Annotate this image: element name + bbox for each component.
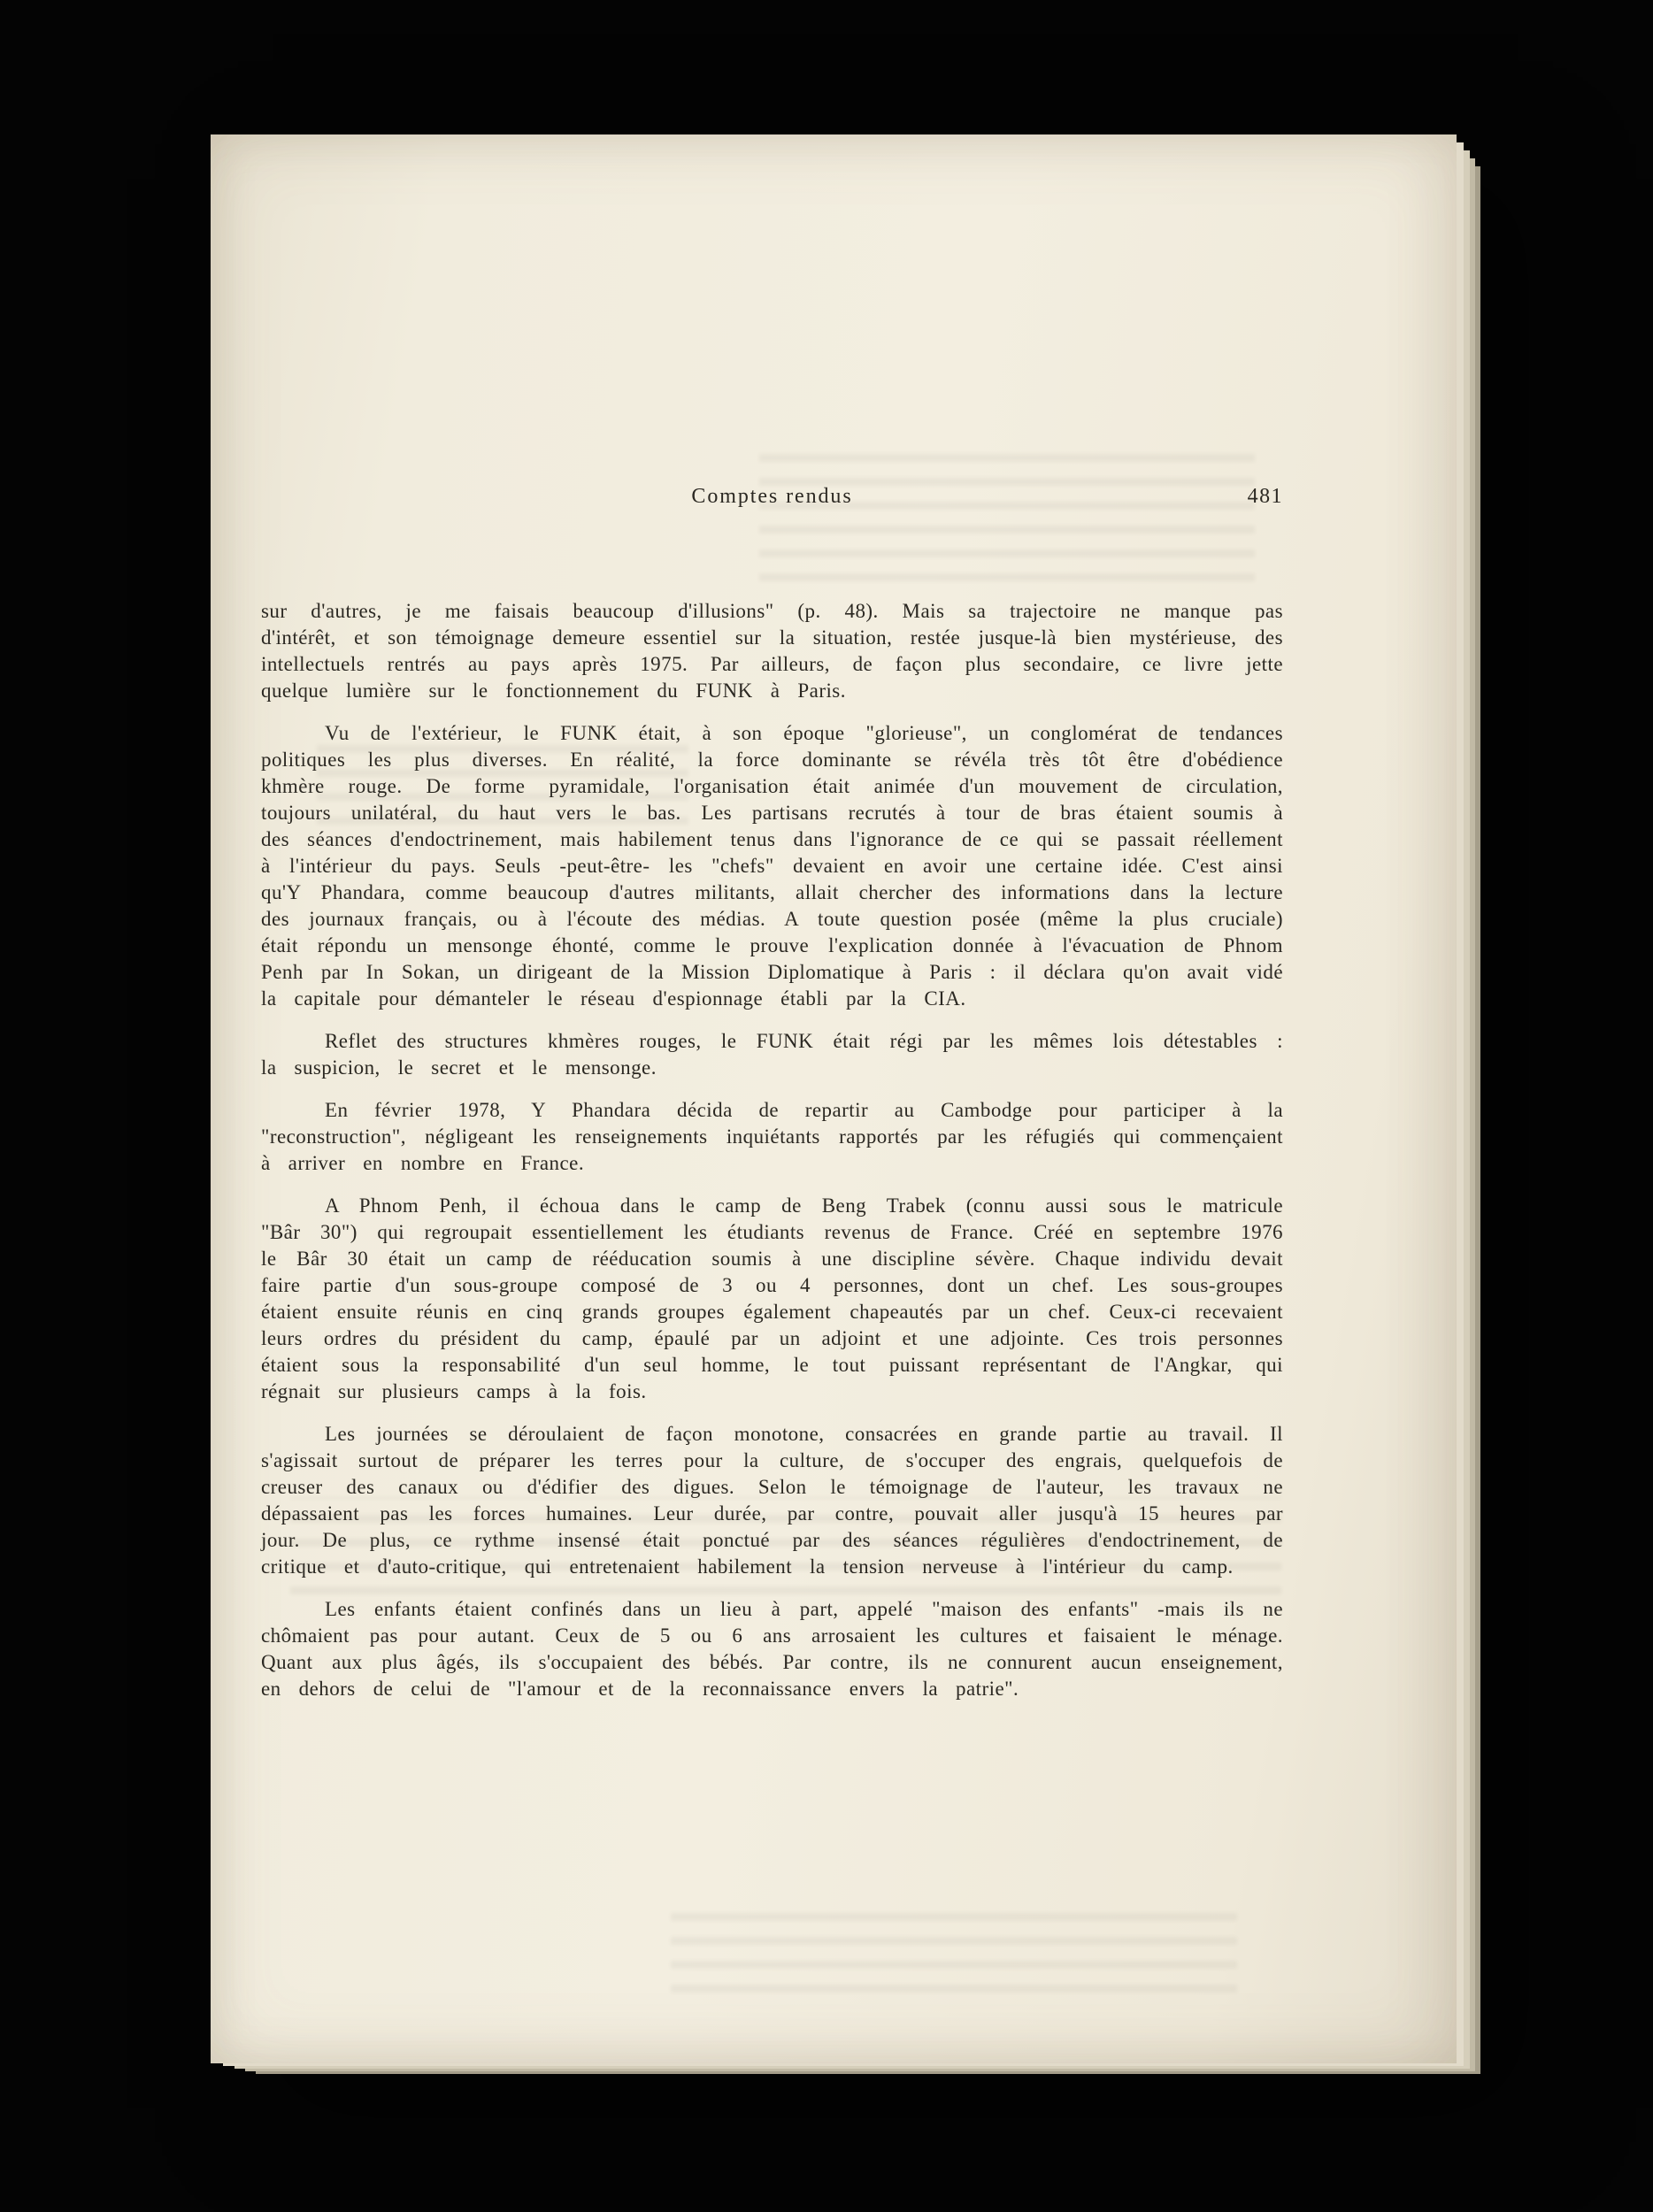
running-head-title: Comptes rendus [691,485,853,508]
book-page [211,134,1457,2063]
paragraph-fevrier-1978: En février 1978, Y Phandara décida de repartir au Cambodge pour participer à la "reconstruction", négligeant les renseignements inquiétants rapportés par les réfugiés qui commençaient à arriver en nombre en France. [261,1099,1283,1174]
show-through-texture [671,1913,1237,1993]
paragraph-enfants: Les enfants étaient confinés dans un lieu à part, appelé "maison des enfants" -mais ils ne chômaient pas pour autant. Ceux de 5 ou 6 ans arrosaient les cultures et faisaient le ménage. Quant aux plus âgés, ils s'occupaient des bébés. Par contre, ils ne connurent aucun enseignement, en dehors de celui de "l'amour et de la reconnaissance envers la patrie". [261,1598,1283,1700]
paragraph-journees: Les journées se déroulaient de façon monotone, consacrées en grande partie au travail. Il s'agissait surtout de préparer les terres pour la culture, de s'occuper des engrais, quelquefois de creuser des canaux ou d'édifier des digues. Selon le témoignage de l'auteur, les travaux ne dépassaient pas les forces humaines. Leur durée, par contre, pouvait aller jusqu'à 15 heures par jour. De plus, ce rythme insensé était ponctué par des séances régulières d'endoctrinement, de critique et d'auto-critique, qui entretenaient habilement la tension nerveuse à l'intérieur du camp. [261,1423,1283,1578]
paragraph-reflet-structures: Reflet des structures khmères rouges, le FUNK était régi par les mêmes lois détestables : la suspicion, le secret et le mensonge. [261,1030,1283,1079]
paragraph-continuation: sur d'autres, je me faisais beaucoup d'illusions" (p. 48). Mais sa trajectoire ne manque pas d'intérêt, et son témoignage demeure essentiel sur la situation, restée jusque-là bien mystérieuse, des intellectuels rentrés au pays après 1975. Par ailleurs, de façon plus secondaire, ce livre jette quelque lumière sur le fonctionnement du FUNK à Paris. [261,600,1283,702]
paragraph-funk-exterior: Vu de l'extérieur, le FUNK était, à son époque "glorieuse", un conglomérat de tendances politiques les plus diverses. En réalité, la force dominante se révéla très tôt être d'obédience khmère rouge. De forme pyramidale, l'organisation était animée d'un mouvement de circulation, toujours unilatéral, du haut vers le bas. Les partisans recrutés à tour de bras étaient soumis à des séances d'endoctrinement, mais habilement tenus dans l'ignorance de ce qui se passait réellement à l'intérieur du pays. Seuls -peut-être- les "chefs" devaient en avoir une certaine idée. C'est ainsi qu'Y Phandara, comme beaucoup d'autres militants, allait chercher des informations dans la lecture des journaux français, ou à l'écoute des médias. A toute question posée (même la plus cruciale) était répondu un mensonge éhonté, comme le prouve l'explication donnée à l'évacuation de Phnom Penh par In Sokan, un dirigeant de la Mission Diplomatique à Paris : il déclara qu'on avait vidé la capitale pour démanteler le réseau d'espionnage établi par la CIA. [261,722,1283,1010]
page-header [261,485,1283,515]
page-number: 481 [1247,485,1283,508]
paragraph-beng-trabek: A Phnom Penh, il échoua dans le camp de Beng Trabek (connu aussi sous le matricule "Bâr 30") qui regroupait essentiellement les étudiants revenus de France. Créé en septembre 1976 le Bâr 30 était un camp de rééducation soumis à une discipline sévère. Chaque individu devait faire partie d'un sous-groupe composé de 3 ou 4 personnes, dont un chef. Les sous-groupes étaient ensuite réunis en cinq grands groupes également chapeautés par un chef. Ceux-ci recevaient leurs ordres du président du camp, épaulé par un adjoint et une adjointe. Ces trois personnes étaient sous la responsabilité d'un seul homme, le tout puissant représentant de l'Angkar, qui régnait sur plusieurs camps à la fois. [261,1194,1283,1402]
page-content [261,134,1283,1702]
